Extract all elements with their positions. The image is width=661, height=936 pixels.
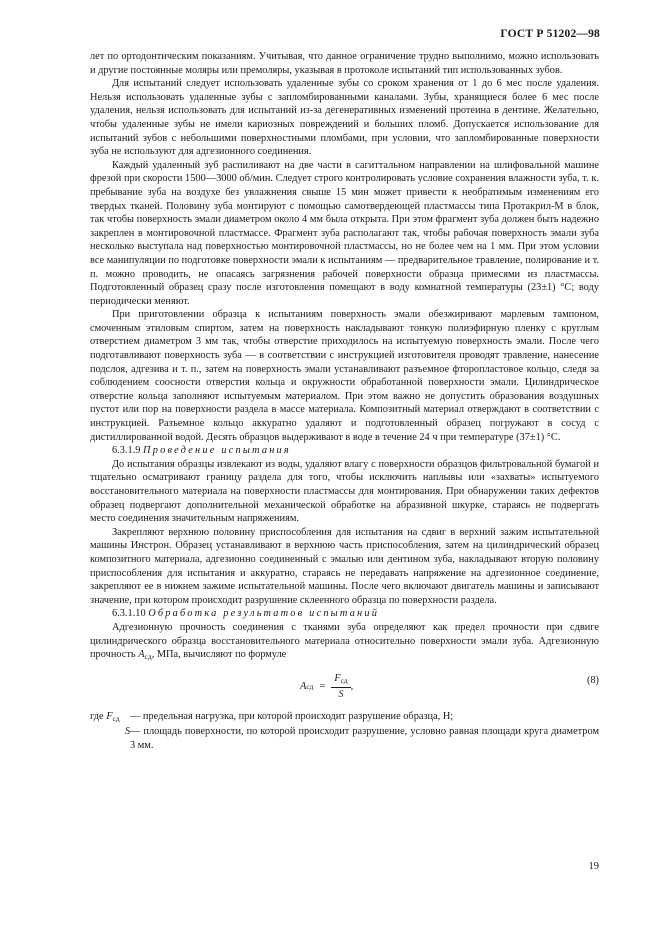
- paragraph-sample-preparation: При приготовлении образца к испытаниям поверхность эмали обезжиривают марлевым тампоном, смоченным этиловым спиртом, затем на поверхность накладывают тонкую полиэфирную пленку с круглым отверстием диаметром 3 мм так, чтобы отверстие приходилось на испытуемую поверхность эмали. После чего подготавливают поверхность зуба — в соответствии с инструкцией изготовителя проводят травление, нанесение подслоя, адгезива и т. п., затем на поверхность эмали устанавливают разъемное фторопластовое кольцо, следя за соблюдением соосности отверстия кольца и окружности обработанной поверхности эмали. Цилиндрическое отверстие кольца заполняют испытуемым материалом. При этом важно не допустить образования воздушных пустот или пор на поверхности раздела в массе материала. Композитный материал отверждают в соответствии с инструкцией. Разъемное кольцо аккуратно удаляют и подготовленный образец погружают в сосуд с дистиллированной водой. Десять образцов выдерживают в воде в течение 24 ч при температуре (37±1) °С.: [90, 309, 599, 443]
- definitions-list: [90, 710, 599, 753]
- paragraph-shear-test: Закрепляют верхнюю половину приспособления для испытания на сдвиг в верхний зажим испытательной машины Инстрон. Образец устанавливают в верхнюю часть приспособления, затем на цилиндрический образец композитного материала, адгезионно соединенный с эмалью или дентином зуба, накладывают вторую половину приспособления для испытания и аккуратно, стараясь не передавать напряжение на адгезионное соединение, закрепляют ее в нижнем зажиме испытательной машины. После чего включают двигатель машины и записывают значение, при котором происходит разрушение склеенного образца по поверхности раздела.: [90, 526, 599, 606]
- definition-text: — предельная нагрузка, при которой происходит разрушение образца, Н;: [130, 710, 454, 722]
- page-number: 19: [588, 861, 599, 872]
- formula-tail: ,: [350, 681, 354, 693]
- definition-area: [90, 725, 599, 752]
- section-number: 6.3.1.9: [112, 445, 141, 457]
- area-symbol: S: [124, 726, 130, 738]
- section-title: Обработка результатов испытаний: [148, 608, 380, 620]
- paragraph-continuation: лет по ортодонтическим показаниям. Учитывая, что данное ограничение трудно выполнимо, можно использовать и другие постоянные моляры или премоляры, указывая в протоколе испытаний тип использованных зубов.: [90, 51, 599, 76]
- standard-header: ГОСТ Р 51202—98: [500, 28, 600, 40]
- paragraph-adhesion-strength: [90, 621, 599, 664]
- symbol-subscript: сд: [144, 652, 152, 662]
- formula-lhs-subscript: сд: [306, 682, 314, 692]
- formula-numerator: [331, 672, 350, 689]
- section-number: 6.3.1.10: [112, 608, 146, 620]
- numerator-symbol: F: [334, 672, 341, 684]
- formula-equals: =: [319, 681, 326, 693]
- definition-text: — площадь поверхности, по которой происходит разрушение, условно равная площади круга диаметром 3 мм.: [130, 726, 599, 751]
- text-run: , МПа, вычисляют по формуле: [151, 649, 287, 661]
- text-run: Адгезионную прочность соединения с тканями зуба определяют как предел прочности при сдвиге цилиндрического образца восстановительного материала относительно поверхности эмали зуба. Адгезионную прочность: [90, 621, 599, 661]
- force-symbol: F: [106, 710, 113, 722]
- definition-force: [90, 710, 599, 726]
- section-heading-testing: [90, 444, 599, 458]
- document-body: [90, 50, 599, 753]
- formula-lhs: А: [300, 681, 307, 693]
- formula-expression: [300, 672, 353, 702]
- paragraph-sample-mounting: Каждый удаленный зуб распиливают на две части в сагиттальном направлении на шлифовальной машине фрезой при скорости 1500—3000 об/мин. Следует строго контролировать условие сохранения влажности зуба, т. к. пребывание зуба на воздухе без увлажнения свыше 15 мин может привести к необратимым изменениям его твердых тканей. Половину зуба монтируют с помощью самотвердеющей пластмассы типа Протакрил-М в блок, так чтобы поверхность эмали диаметром около 4 мм была открыта. При этом фрагмент зуба должен быть надежно закреплен в монтировочной пластмассе. Фрагмент зуба располагают так, чтобы рабочая поверхность эмали зуба несколько выступала над поверхностью монтировочной пластмассы, но не более чем на 1 мм. При этом условии все манипуляции по подготовке поверхности эмали к испытаниям — предварительное травление, полирование и т. п. можно проводить, не опасаясь загрязнения рабочей поверхности образца примесями из пластмассы. Подготовленный образец сразу после изготовления помещают в воду комнатной температуры (23±1) °С; воду периодически меняют.: [90, 159, 599, 307]
- symbol-a: А: [138, 649, 145, 661]
- section-title: Проведение испытания: [143, 445, 291, 457]
- formula-denominator: S: [338, 689, 344, 701]
- numerator-subscript: сд: [340, 675, 348, 685]
- where-word: где: [90, 710, 104, 722]
- definition-symbol: [90, 710, 130, 726]
- section-heading-results: [90, 607, 599, 621]
- paragraph-inspection: До испытания образцы извлекают из воды, удаляют влагу с поверхности образцов фильтровальной бумагой и тщательно осматривают границу раздела для того, чтобы исключить наплывы или «захваты» испытуемого восстановительного материала на поверхности пластмассы для монтирования. При обнаружении таких дефектов образец подвергают дополнительной механической обработке на абразивной шкурке, стараясь не подвергать место соединения значительным напряжениям.: [90, 458, 599, 525]
- equation-number: (8): [586, 674, 599, 686]
- paragraph-teeth-storage: Для испытаний следует использовать удаленные зубы со сроком хранения от 1 до 6 мес после удаления. Нельзя использовать удаленные зубы с запломбированными каналами. Зубы, хранящиеся более 6 мес после удаления, нельзя использовать для испытаний из-за дегенеративных изменений протеина в дентине. Желательно, чтобы удаленные зубы не имели кариозных повреждений и больших пломб. Допускается использование для испытаний зубов с небольшими поверхностными пломбами, при условии, что запломбированные поверхности зуба не используют для адгезионного соединения.: [90, 78, 599, 158]
- formula-block: [90, 666, 599, 708]
- force-subscript: сд: [112, 713, 120, 723]
- formula-fraction: [331, 672, 350, 702]
- definition-symbol: [90, 725, 130, 752]
